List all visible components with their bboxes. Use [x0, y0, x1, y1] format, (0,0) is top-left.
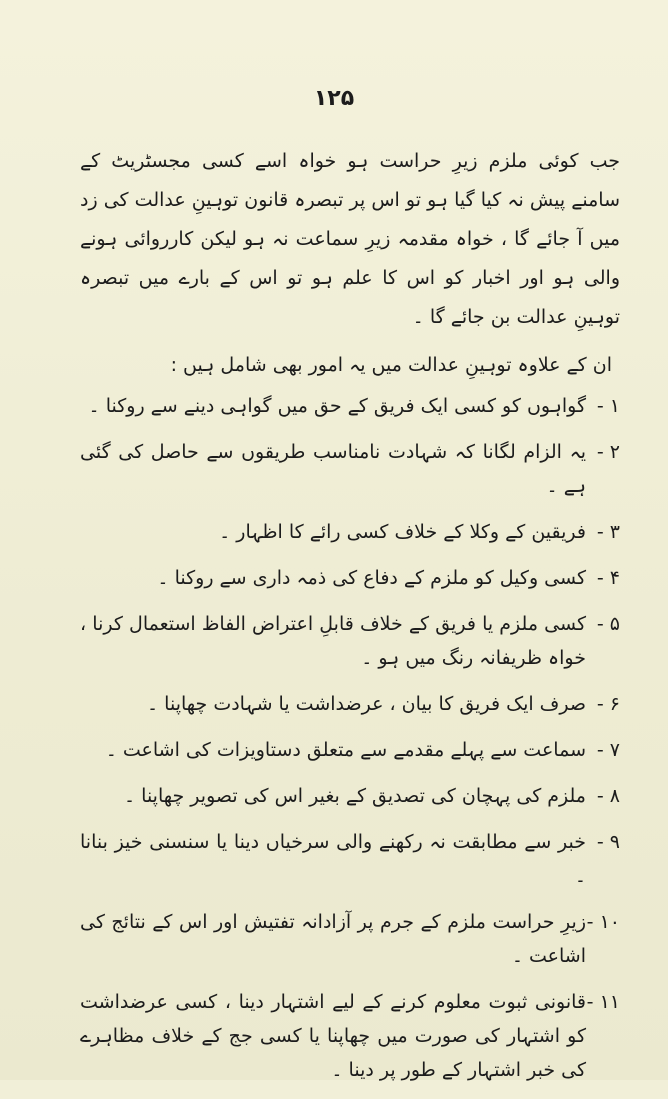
list-item [80, 435, 620, 503]
item-number: ۹ - [596, 831, 620, 853]
list-item [80, 607, 620, 675]
page-content [80, 142, 620, 1099]
list-intro: ان کے علاوہ توہینِ عدالت میں یہ امور بھی شامل ہیں : [170, 354, 612, 376]
item-number: ۳ - [596, 521, 620, 543]
item-number: ۲ - [596, 441, 620, 463]
opening-paragraph: جب کوئی ملزم زیرِ حراست ہو خواہ اسے کسی مجسٹریٹ کے سامنے پیش نہ کیا گیا ہو تو اس پر تبصرہ قانون توہینِ عدالت کی زد میں آ جائے گا ، خواہ مقدمہ زیرِ سماعت نہ ہو لیکن کارروائی ہونے والی ہو اور اخبار کو اس کا علم ہو تو اس کے بارے میں تبصرہ توہینِ عدالت بن جائے گا ۔ [80, 150, 620, 328]
contempt-items-list [80, 389, 620, 1087]
item-text: کسی وکیل کو ملزم کے دفاع کی ذمہ داری سے روکنا ۔ [157, 567, 586, 589]
item-number: ۷ - [596, 739, 620, 761]
item-text: فریقین کے وکلا کے خلاف کسی رائے کا اظہار ۔ [219, 521, 586, 543]
page-number: ۱۲۵ [313, 86, 355, 111]
list-item [80, 561, 620, 595]
list-item [80, 985, 620, 1087]
item-text: سماعت سے پہلے مقدمے سے متعلق دستاویزات کی اشاعت ۔ [105, 739, 586, 761]
item-text: زیرِ حراست ملزم کے جرم پر آزادانہ تفتیش اور اس کے نتائج کی اشاعت ۔ [80, 911, 586, 967]
item-number: ۱۱ - [586, 991, 620, 1013]
list-item [80, 515, 620, 549]
list-item [80, 905, 620, 973]
item-number: ۱۰ - [586, 911, 620, 933]
item-number: ۸ - [596, 785, 620, 807]
item-number: ۱ - [596, 395, 620, 417]
item-number: ۴ - [596, 567, 620, 589]
item-text: قانونی ثبوت معلوم کرنے کے لیے اشتہار دینا ، کسی عرضداشت کو اشتہار کی صورت میں چھاپنا یا کسی جج کے خلاف مظاہرے کی خبر اشتہار کے طور پر دینا ۔ [80, 991, 586, 1081]
item-number: ۵ - [596, 613, 620, 635]
list-item [80, 687, 620, 721]
list-item [80, 733, 620, 767]
item-number: ۶ - [596, 693, 620, 715]
item-text: کسی ملزم یا فریق کے خلاف قابلِ اعتراض الفاظ استعمال کرنا ، خواہ ظریفانہ رنگ میں ہو ۔ [80, 613, 586, 669]
item-text: خبر سے مطابقت نہ رکھنے والی سرخیاں دینا یا سنسنی خیز بنانا ۔ [80, 831, 586, 887]
item-text: گواہوں کو کسی ایک فریق کے حق میں گواہی دینے سے روکنا ۔ [88, 395, 586, 417]
item-text: یہ الزام لگانا کہ شہادت نامناسب طریقوں سے حاصل کی گئی ہے ۔ [80, 441, 586, 497]
item-text: صرف ایک فریق کا بیان ، عرضداشت یا شہادت چھاپنا ۔ [147, 693, 586, 715]
list-item [80, 779, 620, 813]
list-item [80, 825, 620, 893]
list-item [80, 389, 620, 423]
item-text: ملزم کی پہچان کی تصدیق کے بغیر اس کی تصویر چھاپنا ۔ [123, 785, 586, 807]
